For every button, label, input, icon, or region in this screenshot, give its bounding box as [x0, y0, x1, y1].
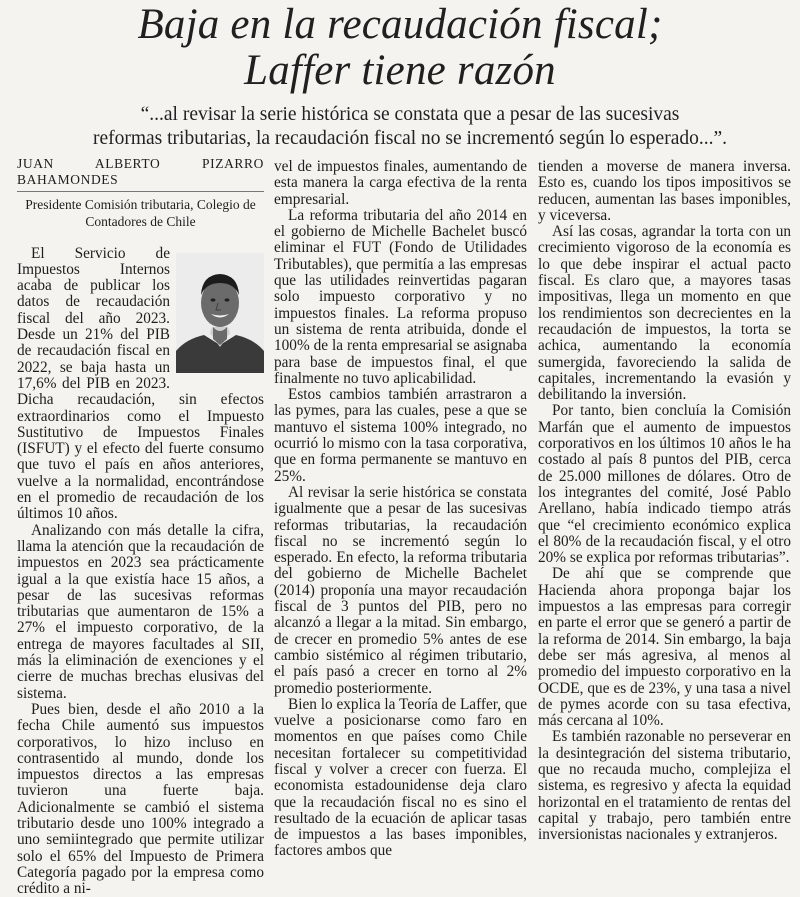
paragraph: Así las cosas, agrandar la torta con un crecimiento vigoroso de la economía es lo que debe inspirar el actual pacto fiscal. Es claro que, a mayores tasas impositivas, llega un momento en que los rendimientos son decrecientes en la recaudación de impuestos, la torta se achica, aumentando la economía sumergida, favoreciendo la salida de capitales, incrementando la evasión y debilitando la inversión.: [538, 223, 791, 404]
paragraph: Es también razonable no perseverar en la desintegración del sistema tributario, que no recauda mucho, complejiza el sistema, es regresivo y afecta la equidad horizontal en el tratamiento de rentas del capital y trabajo, pero también entre inversionistas nacionales y extranjeros.: [538, 728, 791, 844]
headline-line-1: Baja en la recaudación fiscal;: [137, 1, 663, 48]
paragraph: La reforma tributaria del año 2014 en el gobierno de Michelle Bachelet buscó eliminar el FUT (Fondo de Utilidades Tributables), que permitía a las empresas que las utilidades reinvertidas pagaran solo impuesto corporativo y no impuestos finales. La reforma propuso un sistema de renta atribuida, donde el 100% de la renta empresarial se asignaba para base de impuestos final, el que finalmente no tuvo aplicabilidad.: [274, 206, 527, 387]
article-column-3: [538, 159, 791, 843]
paragraph: De ahí que se comprende que Hacienda ahora proponga bajar los impuestos a las empresas para corregir en parte el error que se generó a partir de la reforma de 2014. Sin embargo, la baja debe ser más agresiva, al menos al promedio del impuesto corporativo en la OCDE, que es de 23%, y una tasa a nivel de pymes acorde con su tasa efectiva, más cercana al 10%.: [538, 565, 791, 730]
article-column-2: [274, 159, 527, 860]
author-byline: JUAN ALBERTO PIZARRO BAHAMONDES: [17, 156, 264, 192]
pull-quote: [60, 103, 760, 151]
paragraph: Bien lo explica la Teoría de Laffer, que vuelve a posicionarse como faro en momentos en que países como Chile necesitan fortalecer su competitividad fiscal y volver a crecer con fuerza. El economista estadounidense deja claro que la recaudación fiscal no es sino el resultado de la ecuación de aplicar tasas de impuestos a las bases imponibles, factores ambos que: [274, 695, 527, 860]
pull-quote-line-1: “...al revisar la serie histórica se constata que a pesar de las sucesivas: [140, 104, 680, 125]
paragraph: El Servicio de Impuestos Internos acaba de publicar los datos de recaudación fiscal del año 2023. Desde un 21% del PIB de recaudación fiscal en 2022, se baja hasta un 17,6% del PIB en 2023. Dicha recaudación, sin efectos extraordinarios como el Impuesto Sustitutivo de Impuestos Finales (ISFUT) y el efecto del fuerte consumo que tuvo el país en años anteriores, vuelve a la normalidad, encontrándose en el promedio de recaudación de los últimos 10 años.: [17, 244, 264, 523]
paragraph: Analizando con más detalle la cifra, llama la atención que la recaudación de impuestos en 2023 sea prácticamente igual a la que existía hace 15 años, a pesar de las sucesivas reformas tributarias que aumentaron de 15% a 27% el impuesto corporativo, de la entrega de mayores facultades al SII, más la eliminación de exenciones y el cierre de muchas brechas elusivas del sistema.: [17, 521, 264, 702]
headline-line-2: Laffer tiene razón: [244, 47, 556, 94]
author-role: Presidente Comisión tributaria, Colegio de Contadores de Chile: [25, 196, 256, 229]
paragraph: tienden a moverse de manera inversa. Esto es, cuando los tipos impositivos se reducen, aumentan las bases imponibles, y viceversa.: [538, 158, 791, 224]
paragraph: Por tanto, bien concluía la Comisión Marfán que el aumento de impuestos corporativos en los últimos 10 años le ha costado al país 8 puntos del PIB, cerca de 25.000 millones de dólares. Otro de los integrantes del comité, José Pablo Arellano, había indicado tiempo atrás que “el crecimiento económico explica el 80% de la recaudación fiscal, y el otro 20% se explica por reformas tributarias”.: [538, 402, 791, 567]
author-photo: [176, 253, 264, 373]
paragraph: Al revisar la serie histórica se constata igualmente que a pesar de las sucesivas reformas tributarias, la recaudación fiscal no se incrementó según lo esperado. En efecto, la reforma tributaria del gobierno de Michelle Bachelet (2014) proponía una mayor recaudación fiscal de 3 puntos del PIB, pero no alcanzó a llegar a la mitad. Sin embargo, de crecer en promedio 5% antes de ese cambio sistémico al régimen tributario, el país pasó a crecer en torno al 2% promedio posteriormente.: [274, 483, 527, 697]
article-column-1: [17, 156, 264, 897]
pull-quote-line-2: reformas tributarias, la recaudación fiscal no se incrementó según lo esperado...”.: [92, 128, 728, 149]
paragraph: Estos cambios también arrastraron a las pymes, para las cuales, pese a que se mantuvo el sistema 100% integrado, no ocurrió lo mismo con la tasa corporativa, que en forma permanente se mantuvo en 25%.: [274, 386, 527, 485]
paragraph: Pues bien, desde el año 2010 a la fecha Chile aumentó sus impuestos corporativos, lo hizo incluso en contrasentido al mundo, donde los impuestos directos a las empresas tuvieron una fuerte baja. Adicionalmente se cambió el sistema tributario desde uno 100% integrado a uno semiintegrado que permite utilizar solo el 65% del Impuesto de Primera Categoría pagado por la empresa como crédito a ni-: [17, 700, 264, 897]
author-portrait-image: [176, 253, 264, 373]
paragraph: vel de impuestos finales, aumentando de esta manera la carga efectiva de la renta empresarial.: [274, 158, 527, 208]
